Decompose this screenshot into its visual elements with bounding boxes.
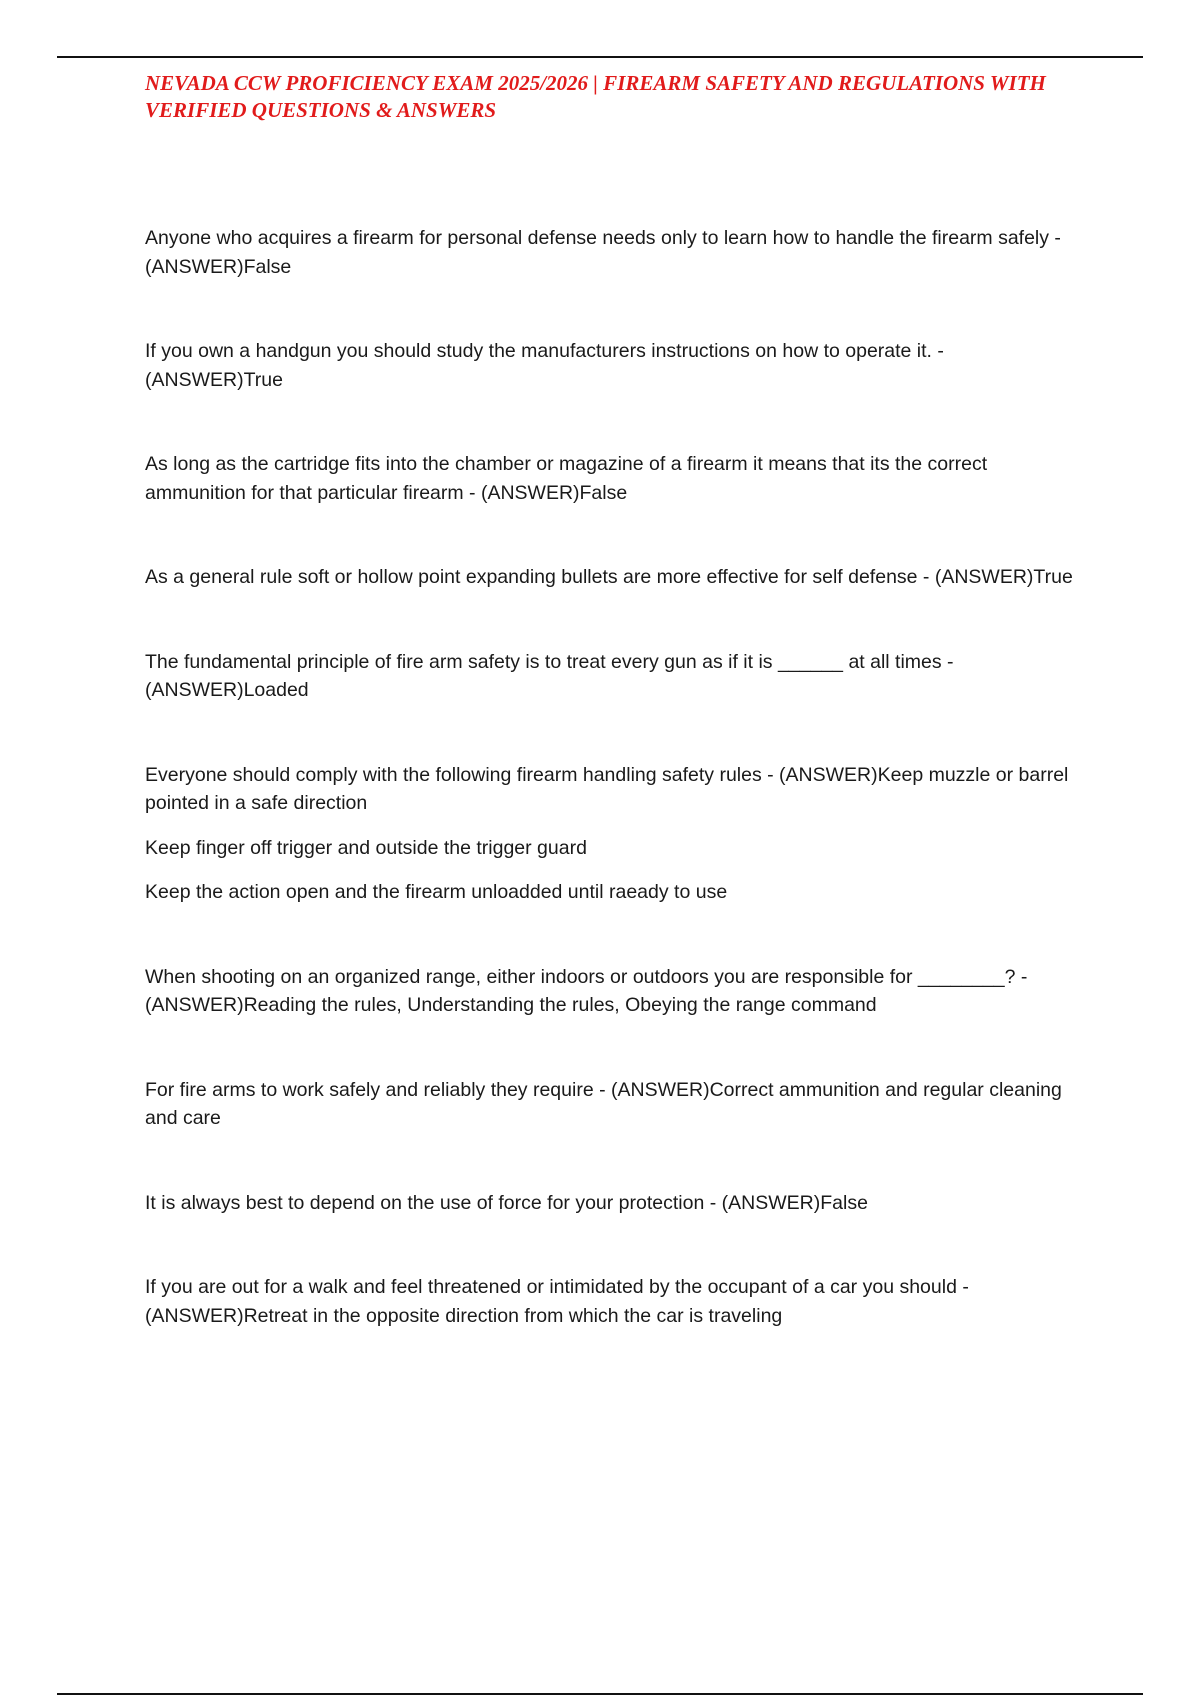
qa-item <box>145 761 1075 907</box>
qa-extra-line: Keep the action open and the firearm unloadded until raeady to use <box>145 881 728 903</box>
qa-extra-line: Keep finger off trigger and outside the trigger guard <box>145 836 587 859</box>
qa-item <box>145 337 1075 394</box>
qa-text: As long as the cartridge fits into the chamber or magazine of a firearm it means that its the correct ammunition for that particular firearm - (ANSWER)False <box>145 453 988 504</box>
bottom-divider <box>57 1693 1143 1695</box>
top-divider <box>57 56 1143 58</box>
qa-item <box>145 224 1075 281</box>
qa-text: If you are out for a walk and feel threatened or intimidated by the occupant of a car you should - (ANSWER)Retreat in the opposite direction from which the car is traveling <box>145 1276 969 1327</box>
qa-text: For fire arms to work safely and reliably they require - (ANSWER)Correct ammunition and regular cleaning and care <box>145 1078 1062 1129</box>
qa-item <box>145 1189 1075 1218</box>
qa-item <box>145 1273 1075 1330</box>
qa-item <box>145 1076 1075 1133</box>
qa-text: As a general rule soft or hollow point expanding bullets are more effective for self defense - (ANSWER)True <box>145 566 1073 588</box>
qa-item <box>145 963 1075 1020</box>
qa-text: Everyone should comply with the following firearm handling safety rules - (ANSWER)Keep muzzle or barrel pointed in a safe direction <box>145 763 1069 814</box>
document-title: NEVADA CCW PROFICIENCY EXAM 2025/2026 | FIREARM SAFETY AND REGULATIONS WITH VERIFIED QUESTIONS & ANSWERS <box>145 71 1046 122</box>
qa-item <box>145 648 1075 705</box>
qa-text: The fundamental principle of fire arm safety is to treat every gun as if it is ______ at all times - (ANSWER)Loaded <box>145 650 954 701</box>
qa-text: When shooting on an organized range, either indoors or outdoors you are responsible for ________? - (ANSWER)Reading the rules, Understanding the rules, Obeying the range command <box>145 965 1028 1016</box>
qa-item <box>145 450 1075 507</box>
qa-item <box>145 563 1075 592</box>
qa-text: It is always best to depend on the use of force for your protection - (ANSWER)False <box>145 1191 868 1214</box>
qa-text: Anyone who acquires a firearm for personal defense needs only to learn how to handle the firearm safely - (ANSWER)False <box>145 227 1061 278</box>
qa-text: If you own a handgun you should study the manufacturers instructions on how to operate it. - (ANSWER)True <box>145 340 944 391</box>
qa-list <box>145 224 1075 1330</box>
